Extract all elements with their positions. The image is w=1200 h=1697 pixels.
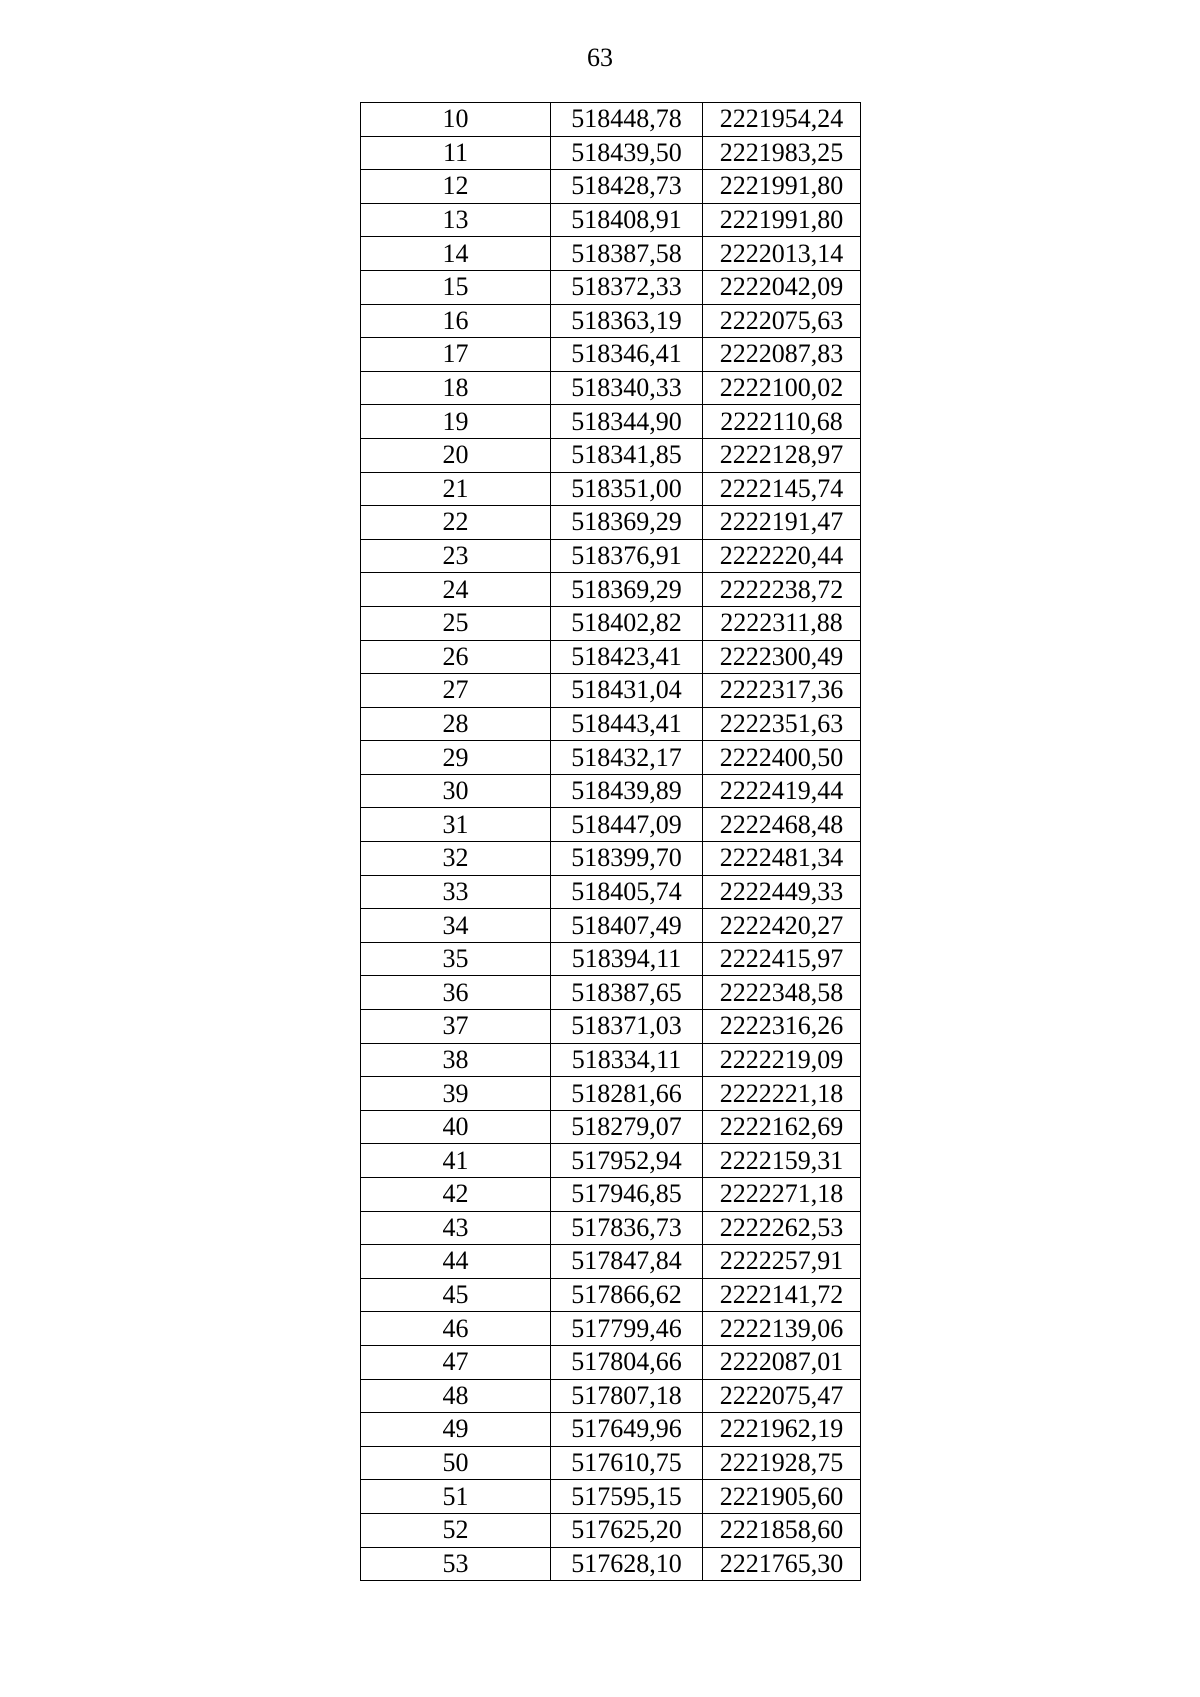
table-row [361, 741, 861, 775]
point-number-cell: 50 [361, 1446, 551, 1480]
x-coordinate-cell: 518408,91 [551, 203, 703, 237]
x-coordinate-cell: 518439,89 [551, 774, 703, 808]
point-number-cell: 10 [361, 103, 551, 137]
point-number-cell: 37 [361, 1010, 551, 1044]
table-row [361, 1379, 861, 1413]
x-coordinate-cell: 518405,74 [551, 875, 703, 909]
coordinates-table-body [361, 103, 861, 1581]
x-coordinate-cell: 517628,10 [551, 1547, 703, 1581]
x-coordinate-cell: 518387,65 [551, 976, 703, 1010]
y-coordinate-cell: 2222420,27 [703, 909, 861, 943]
point-number-cell: 19 [361, 405, 551, 439]
point-number-cell: 35 [361, 942, 551, 976]
x-coordinate-cell: 518428,73 [551, 170, 703, 204]
table-row [361, 1480, 861, 1514]
x-coordinate-cell: 518432,17 [551, 741, 703, 775]
y-coordinate-cell: 2221954,24 [703, 103, 861, 137]
x-coordinate-cell: 517649,96 [551, 1413, 703, 1447]
x-coordinate-cell: 517799,46 [551, 1312, 703, 1346]
table-row [361, 1010, 861, 1044]
x-coordinate-cell: 518448,78 [551, 103, 703, 137]
x-coordinate-cell: 518431,04 [551, 674, 703, 708]
point-number-cell: 51 [361, 1480, 551, 1514]
x-coordinate-cell: 517946,85 [551, 1178, 703, 1212]
x-coordinate-cell: 517625,20 [551, 1513, 703, 1547]
y-coordinate-cell: 2222013,14 [703, 237, 861, 271]
y-coordinate-cell: 2222262,53 [703, 1211, 861, 1245]
x-coordinate-cell: 518447,09 [551, 808, 703, 842]
table-row [361, 707, 861, 741]
y-coordinate-cell: 2221928,75 [703, 1446, 861, 1480]
y-coordinate-cell: 2222449,33 [703, 875, 861, 909]
x-coordinate-cell: 518369,29 [551, 506, 703, 540]
point-number-cell: 43 [361, 1211, 551, 1245]
table-row [361, 842, 861, 876]
table-row [361, 136, 861, 170]
table-row [361, 472, 861, 506]
table-row [361, 808, 861, 842]
y-coordinate-cell: 2222311,88 [703, 606, 861, 640]
table-row [361, 539, 861, 573]
table-row [361, 405, 861, 439]
point-number-cell: 49 [361, 1413, 551, 1447]
table-row [361, 371, 861, 405]
point-number-cell: 33 [361, 875, 551, 909]
y-coordinate-cell: 2221991,80 [703, 170, 861, 204]
x-coordinate-cell: 517595,15 [551, 1480, 703, 1514]
table-row [361, 606, 861, 640]
y-coordinate-cell: 2222219,09 [703, 1043, 861, 1077]
y-coordinate-cell: 2222145,74 [703, 472, 861, 506]
point-number-cell: 18 [361, 371, 551, 405]
y-coordinate-cell: 2222220,44 [703, 539, 861, 573]
point-number-cell: 32 [361, 842, 551, 876]
table-row [361, 875, 861, 909]
table-row [361, 1413, 861, 1447]
x-coordinate-cell: 518341,85 [551, 438, 703, 472]
table-row [361, 942, 861, 976]
table-row [361, 170, 861, 204]
x-coordinate-cell: 518334,11 [551, 1043, 703, 1077]
coordinates-table [360, 102, 861, 1581]
y-coordinate-cell: 2222317,36 [703, 674, 861, 708]
x-coordinate-cell: 518346,41 [551, 338, 703, 372]
table-row [361, 1547, 861, 1581]
y-coordinate-cell: 2222221,18 [703, 1077, 861, 1111]
point-number-cell: 45 [361, 1278, 551, 1312]
point-number-cell: 41 [361, 1144, 551, 1178]
point-number-cell: 39 [361, 1077, 551, 1111]
y-coordinate-cell: 2222191,47 [703, 506, 861, 540]
y-coordinate-cell: 2222348,58 [703, 976, 861, 1010]
y-coordinate-cell: 2222042,09 [703, 270, 861, 304]
table-row [361, 270, 861, 304]
x-coordinate-cell: 518369,29 [551, 573, 703, 607]
y-coordinate-cell: 2222110,68 [703, 405, 861, 439]
point-number-cell: 25 [361, 606, 551, 640]
y-coordinate-cell: 2221991,80 [703, 203, 861, 237]
x-coordinate-cell: 517836,73 [551, 1211, 703, 1245]
y-coordinate-cell: 2222468,48 [703, 808, 861, 842]
x-coordinate-cell: 517847,84 [551, 1245, 703, 1279]
table-row [361, 1178, 861, 1212]
y-coordinate-cell: 2222139,06 [703, 1312, 861, 1346]
page-number: 63 [587, 43, 613, 72]
point-number-cell: 13 [361, 203, 551, 237]
table-row [361, 909, 861, 943]
point-number-cell: 34 [361, 909, 551, 943]
point-number-cell: 22 [361, 506, 551, 540]
point-number-cell: 23 [361, 539, 551, 573]
table-row [361, 338, 861, 372]
x-coordinate-cell: 518340,33 [551, 371, 703, 405]
x-coordinate-cell: 518279,07 [551, 1110, 703, 1144]
y-coordinate-cell: 2221765,30 [703, 1547, 861, 1581]
x-coordinate-cell: 518371,03 [551, 1010, 703, 1044]
y-coordinate-cell: 2222162,69 [703, 1110, 861, 1144]
x-coordinate-cell: 517866,62 [551, 1278, 703, 1312]
point-number-cell: 44 [361, 1245, 551, 1279]
point-number-cell: 20 [361, 438, 551, 472]
table-row [361, 573, 861, 607]
x-coordinate-cell: 518394,11 [551, 942, 703, 976]
x-coordinate-cell: 518387,58 [551, 237, 703, 271]
y-coordinate-cell: 2222087,83 [703, 338, 861, 372]
point-number-cell: 28 [361, 707, 551, 741]
y-coordinate-cell: 2222419,44 [703, 774, 861, 808]
y-coordinate-cell: 2221962,19 [703, 1413, 861, 1447]
x-coordinate-cell: 518344,90 [551, 405, 703, 439]
x-coordinate-cell: 518399,70 [551, 842, 703, 876]
table-row [361, 203, 861, 237]
y-coordinate-cell: 2222159,31 [703, 1144, 861, 1178]
x-coordinate-cell: 518363,19 [551, 304, 703, 338]
table-row [361, 304, 861, 338]
point-number-cell: 27 [361, 674, 551, 708]
table-row [361, 640, 861, 674]
y-coordinate-cell: 2222075,63 [703, 304, 861, 338]
table-row [361, 237, 861, 271]
point-number-cell: 46 [361, 1312, 551, 1346]
y-coordinate-cell: 2222141,72 [703, 1278, 861, 1312]
point-number-cell: 15 [361, 270, 551, 304]
table-row [361, 1278, 861, 1312]
point-number-cell: 14 [361, 237, 551, 271]
x-coordinate-cell: 517952,94 [551, 1144, 703, 1178]
point-number-cell: 16 [361, 304, 551, 338]
x-coordinate-cell: 518372,33 [551, 270, 703, 304]
table-row [361, 103, 861, 137]
y-coordinate-cell: 2222415,97 [703, 942, 861, 976]
table-row [361, 1043, 861, 1077]
point-number-cell: 38 [361, 1043, 551, 1077]
y-coordinate-cell: 2222087,01 [703, 1345, 861, 1379]
point-number-cell: 11 [361, 136, 551, 170]
point-number-cell: 48 [361, 1379, 551, 1413]
y-coordinate-cell: 2222075,47 [703, 1379, 861, 1413]
y-coordinate-cell: 2222351,63 [703, 707, 861, 741]
x-coordinate-cell: 518281,66 [551, 1077, 703, 1111]
x-coordinate-cell: 518376,91 [551, 539, 703, 573]
y-coordinate-cell: 2222316,26 [703, 1010, 861, 1044]
x-coordinate-cell: 517807,18 [551, 1379, 703, 1413]
point-number-cell: 30 [361, 774, 551, 808]
table-row [361, 774, 861, 808]
y-coordinate-cell: 2222128,97 [703, 438, 861, 472]
x-coordinate-cell: 518439,50 [551, 136, 703, 170]
y-coordinate-cell: 2222100,02 [703, 371, 861, 405]
table-row [361, 506, 861, 540]
point-number-cell: 47 [361, 1345, 551, 1379]
y-coordinate-cell: 2222400,50 [703, 741, 861, 775]
point-number-cell: 17 [361, 338, 551, 372]
point-number-cell: 21 [361, 472, 551, 506]
x-coordinate-cell: 518423,41 [551, 640, 703, 674]
y-coordinate-cell: 2221983,25 [703, 136, 861, 170]
point-number-cell: 26 [361, 640, 551, 674]
point-number-cell: 53 [361, 1547, 551, 1581]
table-row [361, 1077, 861, 1111]
table-row [361, 1513, 861, 1547]
x-coordinate-cell: 517804,66 [551, 1345, 703, 1379]
table-row [361, 1211, 861, 1245]
y-coordinate-cell: 2222300,49 [703, 640, 861, 674]
y-coordinate-cell: 2222257,91 [703, 1245, 861, 1279]
point-number-cell: 52 [361, 1513, 551, 1547]
x-coordinate-cell: 518402,82 [551, 606, 703, 640]
table-row [361, 438, 861, 472]
point-number-cell: 24 [361, 573, 551, 607]
point-number-cell: 12 [361, 170, 551, 204]
y-coordinate-cell: 2222271,18 [703, 1178, 861, 1212]
point-number-cell: 42 [361, 1178, 551, 1212]
y-coordinate-cell: 2222238,72 [703, 573, 861, 607]
x-coordinate-cell: 518443,41 [551, 707, 703, 741]
table-row [361, 976, 861, 1010]
point-number-cell: 36 [361, 976, 551, 1010]
table-row [361, 1446, 861, 1480]
y-coordinate-cell: 2221858,60 [703, 1513, 861, 1547]
point-number-cell: 40 [361, 1110, 551, 1144]
table-row [361, 674, 861, 708]
x-coordinate-cell: 517610,75 [551, 1446, 703, 1480]
table-row [361, 1345, 861, 1379]
y-coordinate-cell: 2222481,34 [703, 842, 861, 876]
table-row [361, 1312, 861, 1346]
table-row [361, 1245, 861, 1279]
point-number-cell: 29 [361, 741, 551, 775]
y-coordinate-cell: 2221905,60 [703, 1480, 861, 1514]
x-coordinate-cell: 518407,49 [551, 909, 703, 943]
table-row [361, 1110, 861, 1144]
x-coordinate-cell: 518351,00 [551, 472, 703, 506]
point-number-cell: 31 [361, 808, 551, 842]
table-row [361, 1144, 861, 1178]
